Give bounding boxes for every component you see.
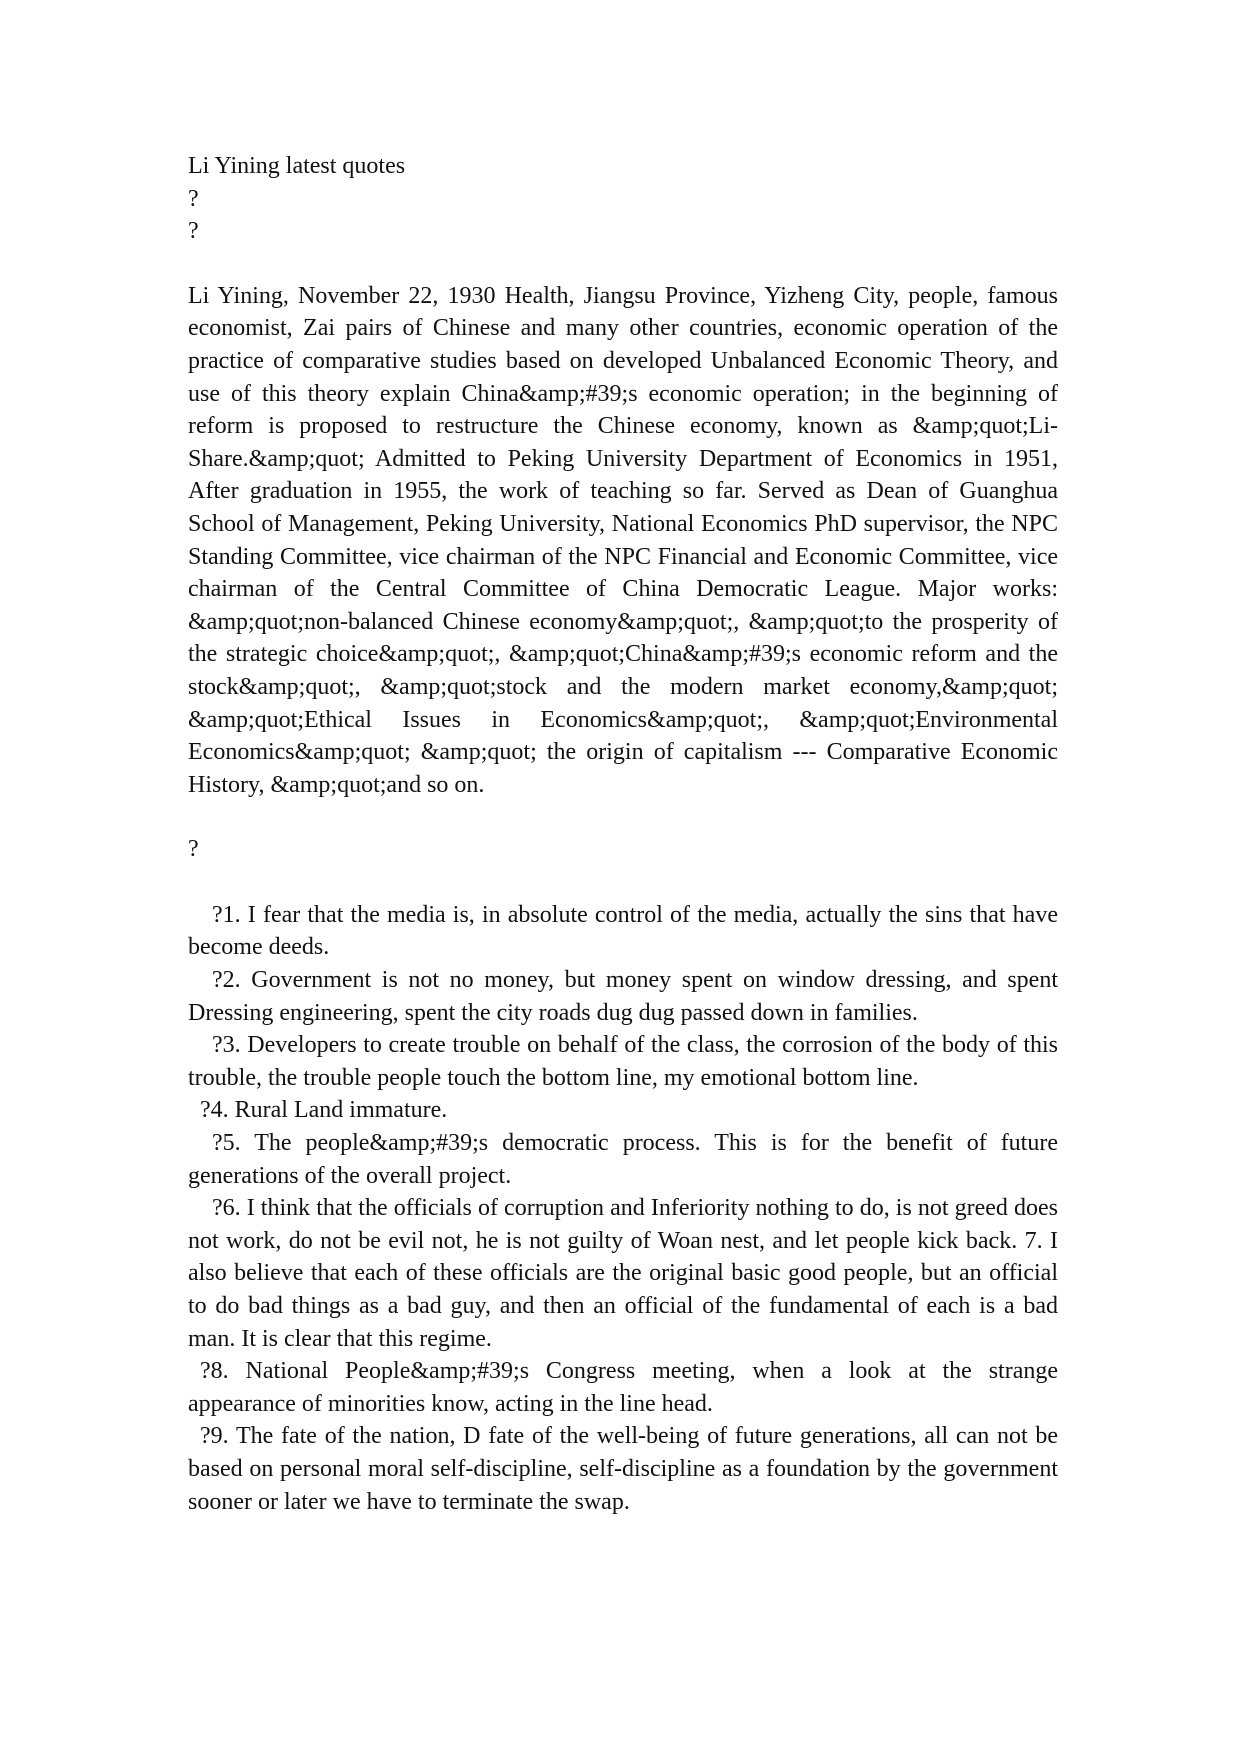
quote-item: ?2. Government is not no money, but money spent on window dressing, and spent Dressing engineering, spent the city roads dug dug passed down in families. xyxy=(188,967,1058,1026)
quote-item: ?9. The fate of the nation, D fate of the well-being of future generations, all can not be based on personal moral self-discipline, self-discipline as a foundation by the government sooner or later we have to terminate the swap. xyxy=(188,1423,1058,1515)
document-title: Li Yining latest quotes xyxy=(188,153,406,179)
quote-item: ?1. I fear that the media is, in absolute control of the media, actually the sins that have become deeds. xyxy=(188,901,1058,961)
quote-item: ?6. I think that the officials of corruption and Inferiority nothing to do, is not greed does not work, do not be evil not, he is not guilty of Woan nest, and let people kick back. 7. I also believe that each of these officials are the original basic good people, but an official to do bad things as a bad guy, and then an official of the fundamental of each is a bad man. It is clear that this regime. xyxy=(188,1195,1058,1352)
question-marker: ? xyxy=(188,185,199,212)
document-page xyxy=(188,150,1058,1518)
quote-item: ?3. Developers to create trouble on behalf of the class, the corrosion of the body of this trouble, the trouble people touch the bottom line, my emotional bottom line. xyxy=(188,1032,1058,1091)
quote-item: ?5. The people&amp;#39;s democratic process. This is for the benefit of future generations of the overall project. xyxy=(188,1130,1058,1189)
biography-paragraph: Li Yining, November 22, 1930 Health, Jiangsu Province, Yizheng City, people, famous economist, Zai pairs of Chinese and many other countries, economic operation of the practice of comparative studies based on developed Unbalanced Economic Theory, and use of this theory explain China&amp;#39;s economic operation; in the beginning of reform is proposed to restructure the Chinese economy, known as &amp;quot;Li-Share.&amp;quot; Admitted to Peking University Department of Economics in 1951, After graduation in 1955, the work of teaching so far. Served as Dean of Guanghua School of Management, Peking University, National Economics PhD supervisor, the NPC Standing Committee, vice chairman of the NPC Financial and Economic Committee, vice chairman of the Central Committee of China Democratic League. Major works: &amp;quot;non-balanced Chinese economy&amp;quot;, &amp;quot;to the prosperity of the strategic choice&amp;quot;, &amp;quot;China&amp;#39;s economic reform and the stock&amp;quot;, &amp;quot;stock and the modern market economy,&amp;quot; &amp;quot;Ethical Issues in Economics&amp;quot;, &amp;quot;Environmental Economics&amp;quot; &amp;quot; the origin of capitalism --- Comparative Economic History, &amp;quot;and so on. xyxy=(188,282,1058,798)
quote-item: ?8. National People&amp;#39;s Congress meeting, when a look at the strange appearance of minorities know, acting in the line head. xyxy=(188,1358,1058,1417)
question-marker: ? xyxy=(188,218,199,245)
question-marker: ? xyxy=(188,836,199,863)
quote-item: ?4. Rural Land immature. xyxy=(200,1097,448,1124)
quotes-list xyxy=(188,899,1058,1518)
